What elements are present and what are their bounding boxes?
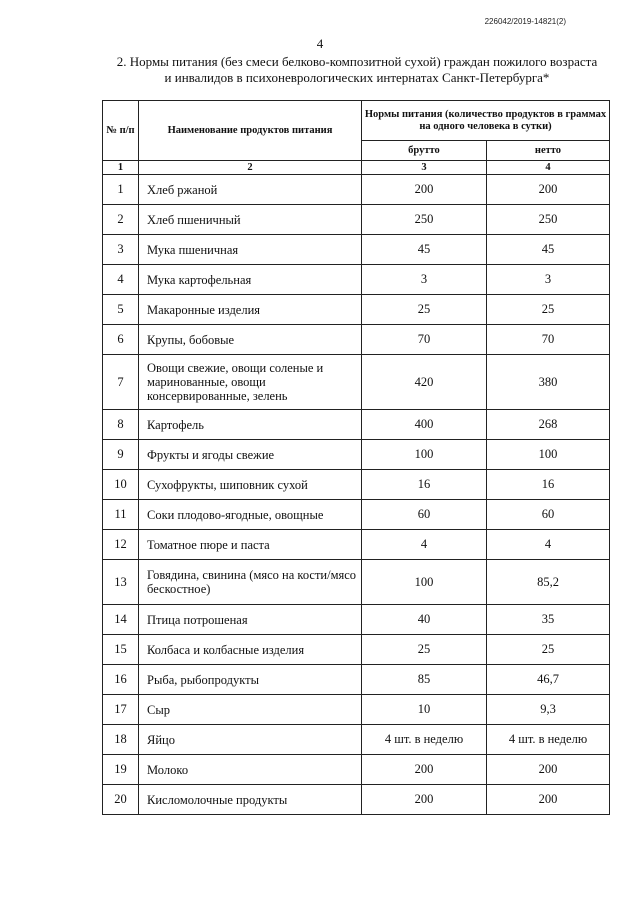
net-value: 46,7 [487, 665, 610, 695]
gross-value: 60 [362, 500, 487, 530]
net-value: 380 [487, 355, 610, 410]
gross-value: 100 [362, 440, 487, 470]
table-row [103, 235, 610, 265]
title-line-1: 2. Нормы питания (без смеси белково-композитной сухой) граждан пожилого возраста [116, 54, 598, 69]
product-name: Яйцо [139, 725, 362, 755]
product-name: Картофель [139, 410, 362, 440]
net-value: 200 [487, 755, 610, 785]
table-title [112, 54, 602, 86]
net-value: 200 [487, 175, 610, 205]
table-row [103, 755, 610, 785]
row-number: 12 [103, 530, 139, 560]
gross-value: 45 [362, 235, 487, 265]
product-name: Соки плодово-ягодные, овощные [139, 500, 362, 530]
gross-value: 40 [362, 605, 487, 635]
gross-value: 420 [362, 355, 487, 410]
product-name: Колбаса и колбасные изделия [139, 635, 362, 665]
table-row [103, 295, 610, 325]
table-row [103, 605, 610, 635]
product-name: Томатное пюре и паста [139, 530, 362, 560]
net-value: 3 [487, 265, 610, 295]
row-number: 1 [103, 175, 139, 205]
table-row [103, 635, 610, 665]
row-number: 15 [103, 635, 139, 665]
header-num: № п/п [103, 101, 139, 161]
row-number: 8 [103, 410, 139, 440]
product-name: Мука пшеничная [139, 235, 362, 265]
header-norms: Нормы питания (количество продуктов в граммах на одного человека в сутки) [362, 101, 610, 141]
net-value: 4 [487, 530, 610, 560]
gross-value: 4 шт. в неделю [362, 725, 487, 755]
table-row [103, 695, 610, 725]
product-name: Рыба, рыбопродукты [139, 665, 362, 695]
row-number: 2 [103, 205, 139, 235]
table-row [103, 355, 610, 410]
table-row [103, 725, 610, 755]
product-name: Сыр [139, 695, 362, 725]
row-number: 18 [103, 725, 139, 755]
table-row [103, 500, 610, 530]
document-id: 226042/2019-14821(2) [484, 17, 566, 26]
gross-value: 3 [362, 265, 487, 295]
table-row [103, 530, 610, 560]
net-value: 9,3 [487, 695, 610, 725]
table-row [103, 560, 610, 605]
table-row [103, 440, 610, 470]
row-number: 7 [103, 355, 139, 410]
row-number: 9 [103, 440, 139, 470]
row-number: 14 [103, 605, 139, 635]
net-value: 200 [487, 785, 610, 815]
index-cell: 3 [362, 161, 487, 175]
product-name: Хлеб пшеничный [139, 205, 362, 235]
net-value: 100 [487, 440, 610, 470]
net-value: 25 [487, 295, 610, 325]
row-number: 6 [103, 325, 139, 355]
product-name: Мука картофельная [139, 265, 362, 295]
product-name: Макаронные изделия [139, 295, 362, 325]
gross-value: 4 [362, 530, 487, 560]
gross-value: 100 [362, 560, 487, 605]
header-name: Наименование продуктов питания [139, 101, 362, 161]
gross-value: 400 [362, 410, 487, 440]
net-value: 250 [487, 205, 610, 235]
net-value: 35 [487, 605, 610, 635]
table-row [103, 470, 610, 500]
net-value: 85,2 [487, 560, 610, 605]
product-name: Говядина, свинина (мясо на кости/мясо бескостное) [139, 560, 362, 605]
gross-value: 70 [362, 325, 487, 355]
gross-value: 85 [362, 665, 487, 695]
row-number: 16 [103, 665, 139, 695]
index-cell: 2 [139, 161, 362, 175]
net-value: 45 [487, 235, 610, 265]
table-row [103, 205, 610, 235]
net-value: 25 [487, 635, 610, 665]
row-number: 10 [103, 470, 139, 500]
product-name: Кисломолочные продукты [139, 785, 362, 815]
gross-value: 10 [362, 695, 487, 725]
gross-value: 200 [362, 175, 487, 205]
product-name: Крупы, бобовые [139, 325, 362, 355]
row-number: 5 [103, 295, 139, 325]
product-name: Сухофрукты, шиповник сухой [139, 470, 362, 500]
header-net: нетто [487, 141, 610, 161]
table-row [103, 175, 610, 205]
table-row [103, 325, 610, 355]
index-cell: 4 [487, 161, 610, 175]
page-number: 4 [316, 36, 324, 51]
nutrition-norms-table [102, 100, 610, 815]
table-row [103, 665, 610, 695]
title-line-2: и инвалидов в психоневрологических интернатах Санкт-Петербурга* [164, 70, 550, 85]
table-row [103, 785, 610, 815]
row-number: 19 [103, 755, 139, 785]
row-number: 3 [103, 235, 139, 265]
product-name: Овощи свежие, овощи соленые и маринованные, овощи консервированные, зелень [139, 355, 362, 410]
gross-value: 200 [362, 755, 487, 785]
gross-value: 25 [362, 295, 487, 325]
column-index-row [103, 161, 610, 175]
net-value: 60 [487, 500, 610, 530]
net-value: 4 шт. в неделю [487, 725, 610, 755]
row-number: 17 [103, 695, 139, 725]
table-row [103, 410, 610, 440]
product-name: Фрукты и ягоды свежие [139, 440, 362, 470]
gross-value: 16 [362, 470, 487, 500]
row-number: 13 [103, 560, 139, 605]
header-gross: брутто [362, 141, 487, 161]
product-name: Молоко [139, 755, 362, 785]
net-value: 70 [487, 325, 610, 355]
gross-value: 250 [362, 205, 487, 235]
row-number: 11 [103, 500, 139, 530]
table-row [103, 265, 610, 295]
net-value: 268 [487, 410, 610, 440]
row-number: 4 [103, 265, 139, 295]
index-cell: 1 [103, 161, 139, 175]
gross-value: 200 [362, 785, 487, 815]
gross-value: 25 [362, 635, 487, 665]
product-name: Хлеб ржаной [139, 175, 362, 205]
net-value: 16 [487, 470, 610, 500]
row-number: 20 [103, 785, 139, 815]
product-name: Птица потрошеная [139, 605, 362, 635]
